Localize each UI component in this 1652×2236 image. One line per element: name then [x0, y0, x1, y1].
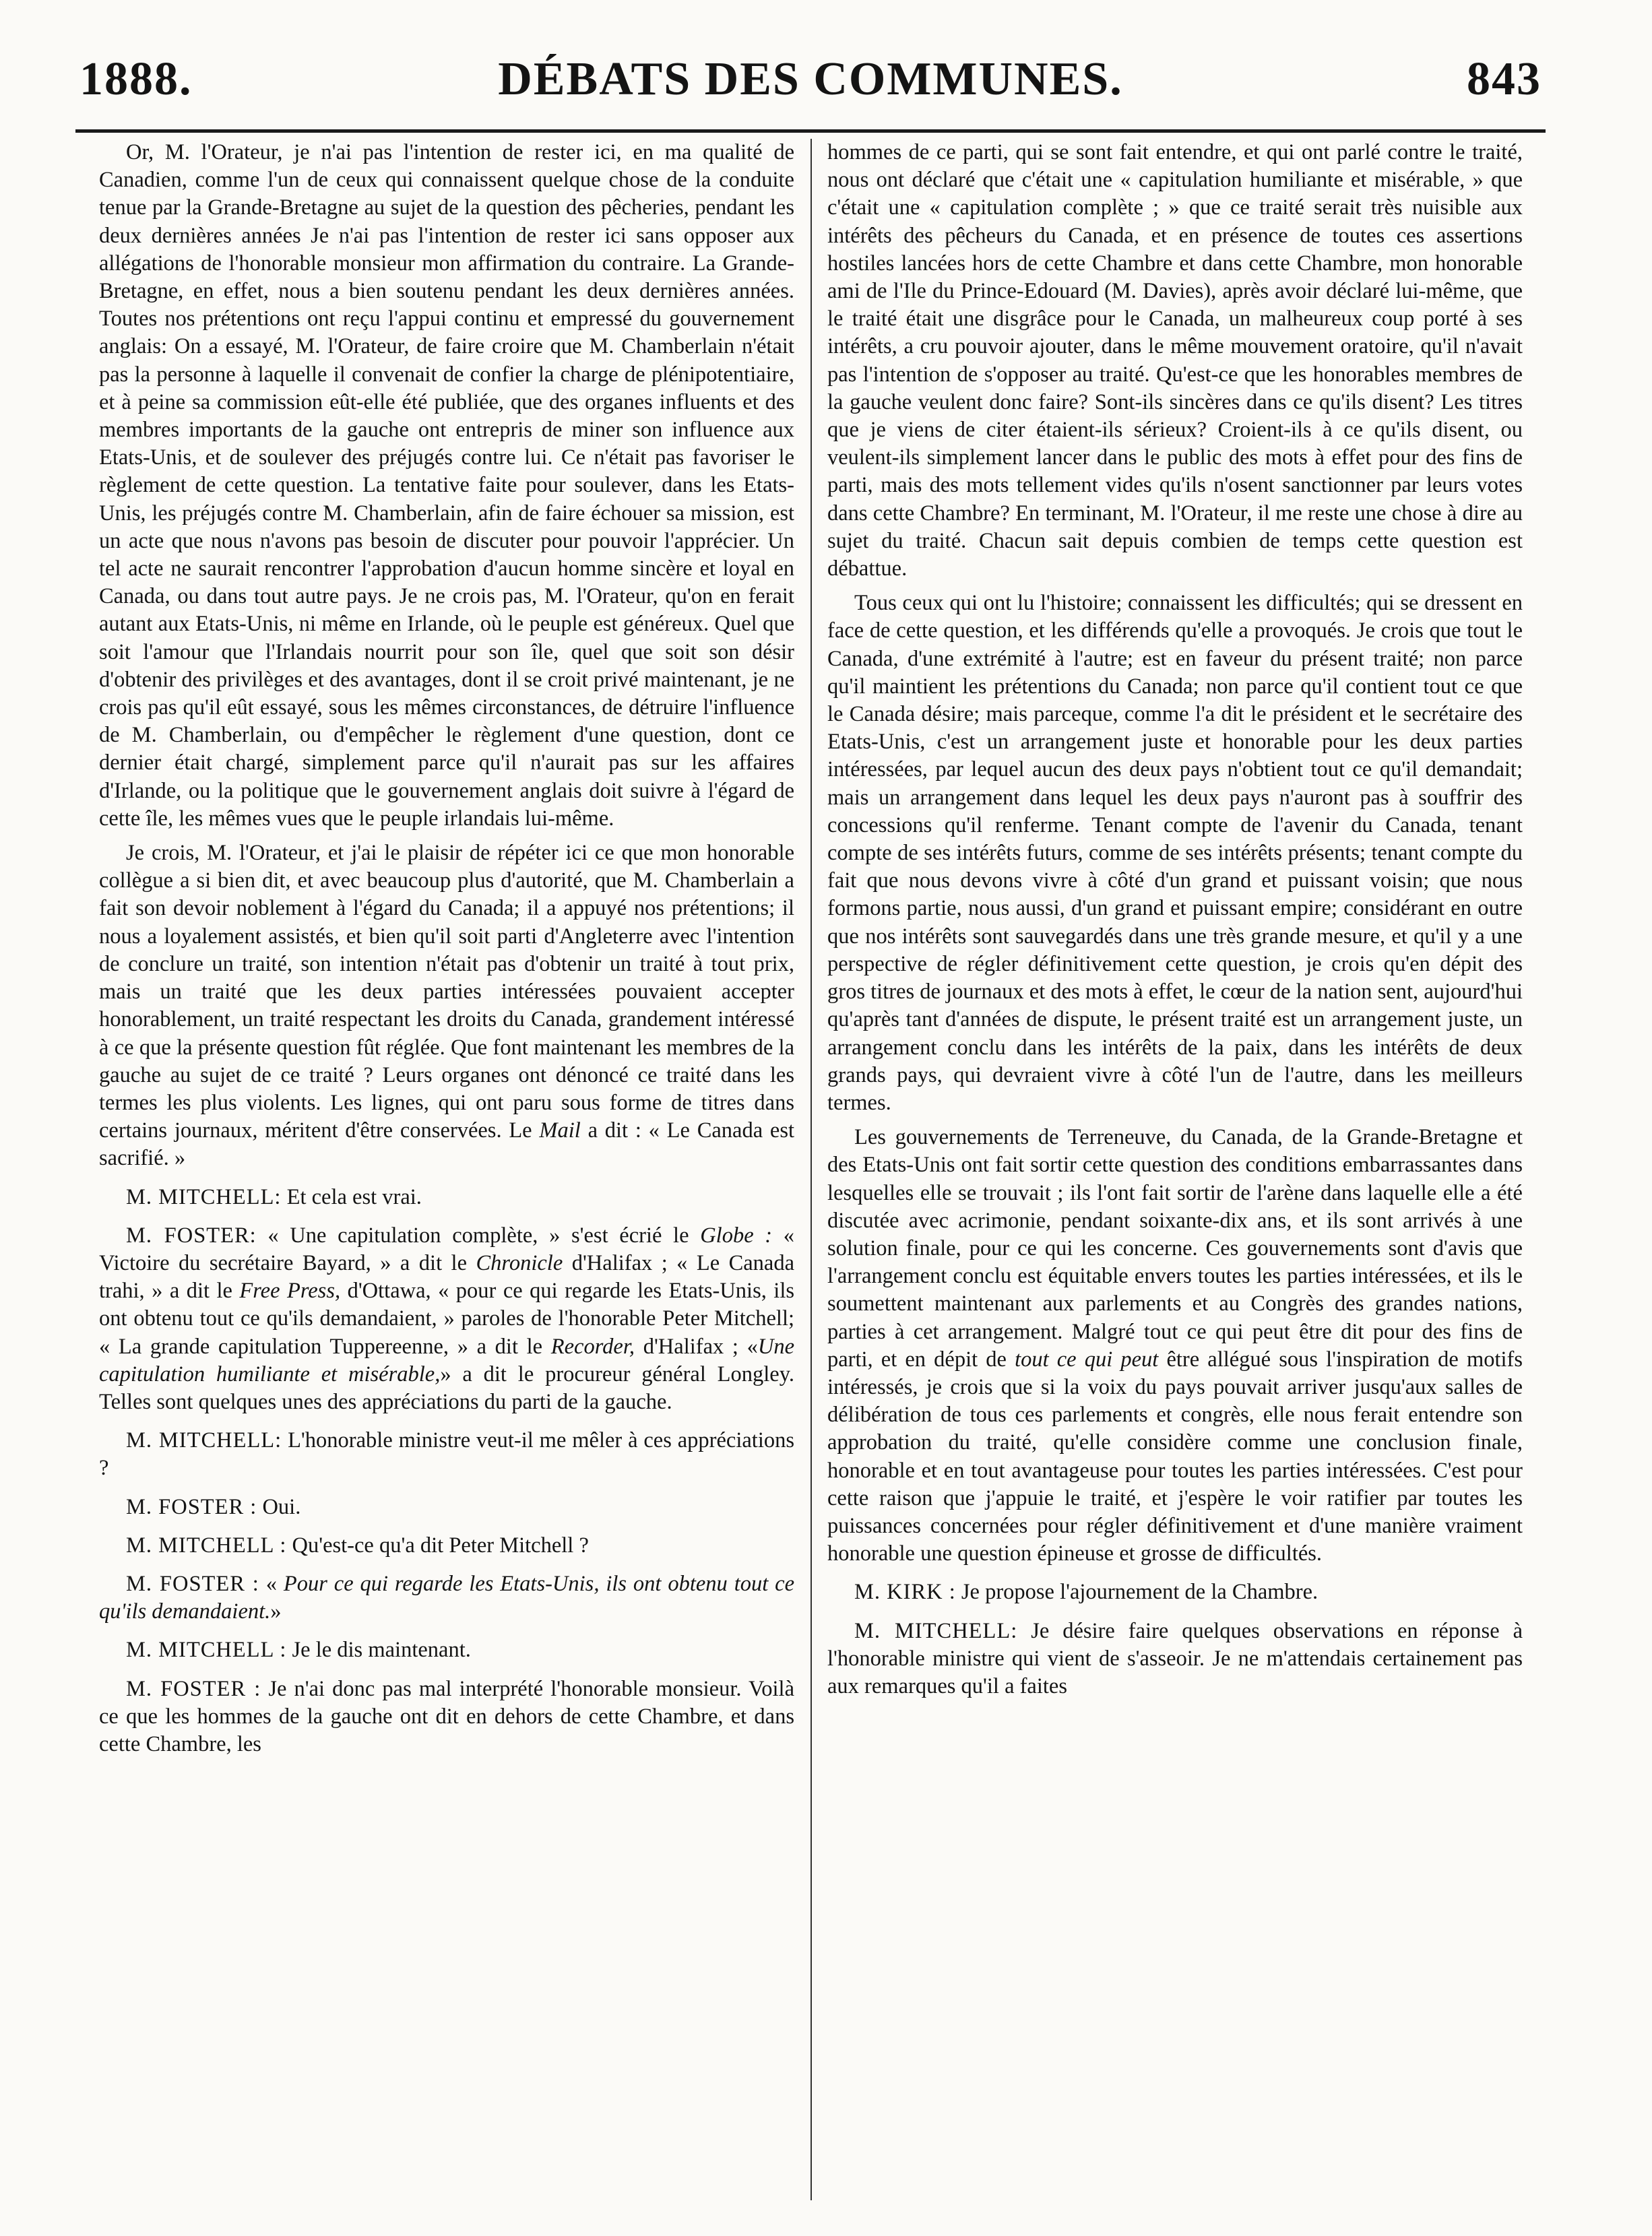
paragraph: Les gouvernements de Terreneuve, du Canada, de la Grande-Bretagne et des Etats-Unis ont fait sortir cette question des conditions embarrassantes dans lesquelles elle se trouvait ; ils l'ont fait sortir de l'arène dans laquelle elle a été discutée avec acrimonie, pendant soixante-dix ans, et ils sont arrivés à une solution finale, pour ce qui les concerne. Ces gouvernements sont d'avis que l'arrangement conclu est équitable envers toutes les parties intéressées, et ils le soumettent maintenant aux parlements et au Congrès des grandes nations, parties à cet arrangement. Malgré tout ce qui peut être dit pour des fins de parti, et en dépit de tout ce qui peut être allégué sous l'inspiration de motifs intéressés, je crois que si la voix du pays pouvait arriver jusqu'aux salles de délibération de tous ces parlements et congrès, elle nous ferait entendre son approbation du traité, qu'elle considère comme une conclusion finale, honorable et en tout avantageuse pour toutes les parties intéressées. C'est pour cette raison que j'appuie le traité, et j'espère le voir ratifier par toutes les puissances concernées pour régler définitivement et d'une manière vraiment honorable une question épineuse et grosse de difficultés.	[827, 1125, 1523, 1566]
newspaper-name: Free Press,	[239, 1279, 341, 1304]
page-header	[80, 53, 1542, 127]
right-column	[827, 139, 1523, 2200]
speaker-name: M. MITCHELL:	[126, 1184, 282, 1209]
newspaper-name: Mail	[539, 1118, 581, 1143]
column-divider	[811, 139, 812, 2200]
speech: M. MITCHELL : Je le dis maintenant.	[126, 1638, 471, 1663]
speech: M. MITCHELL : Qu'est-ce qu'a dit Peter Mitchell ?	[126, 1533, 589, 1558]
speech: M. MITCHELL: Et cela est vrai.	[126, 1184, 422, 1209]
quote: Une capitulation humiliante et misérable,	[99, 1334, 794, 1386]
paragraph: Tous ceux qui ont lu l'histoire; connaissent les difficultés; qui se dressent en face de cette question, et les différends qu'elle a provoqués. Je crois que tout le Canada, d'une extrémité à l'autre; est en faveur du présent traité; non parce qu'il maintient les prétentions du Canada; non parce qu'il contient tout ce que le Canada désire; mais parceque, comme l'a dit le président et le secrétaire des Etats-Unis, c'est un arrangement juste et honorable pour les deux parties intéressées, par lequel aucun des deux pays n'obtient tout ce qu'il demandait; mais un arrangement dans lequel les deux pays n'auront pas à souffrir des concessions qu'il renferme. Tenant compte de l'avenir du Canada, tenant compte de ses intérêts futurs, comme de ses intérêts présents; tenant compte du fait que nous devons vivre à côté d'un grand et puissant voisin; que nous formons partie, nous aussi, d'un grand et puissant empire; considérant en outre que nos intérêts sont sauvegardés dans une très grande mesure, et qu'il y a une perspective de régler définitivement cette question, je crois qu'en dépit des gros titres de journaux et des mots à effet, le cœur de la nation sent, aujourd'hui qu'après tant d'années de dispute, le présent traité est un arrangement juste, un arrangement conclu dans les intérêts de la paix, dans les intérêts de deux grands pays, qui devraient vivre à côté l'un de l'autre, dans les meilleurs termes.	[827, 591, 1523, 1115]
header-rule	[75, 129, 1546, 133]
speech: M. FOSTER : Oui.	[126, 1494, 301, 1519]
speaker-name: M. MITCHELL :	[126, 1533, 287, 1558]
speaker-name: M. MITCHELL:	[126, 1428, 282, 1453]
paragraph: hommes de ce parti, qui se sont fait entendre, et qui ont parlé contre le traité, nous ont déclaré que c'était une « capitulation humiliante et misérable, » que c'était une « capitulation complète ; » que ce traité serait très nuisible aux intérêts des pêcheurs du Canada, et en présence de toutes ces assertions hostiles lancées hors de cette Chambre et dans cette Chambre, mon honorable ami de l'Ile du Prince-Edouard (M. Davies), après avoir déclaré lui-même, que le traité était une disgrâce pour le Canada, un malheureux coup porté à ses intérêts, a cru pouvoir ajouter, dans le même mouvement oratoire, qu'il n'avait pas l'intention de s'opposer au traité. Qu'est-ce que les honorables membres de la gauche veulent donc faire? Sont-ils sincères dans ce qu'ils disent? Les titres que je viens de citer étaient-ils sérieux? Croient-ils à ce qu'ils disent, ou veulent-ils simplement lancer dans le public des mots à effet pour des fins de parti, mais des mots tellement vides qu'ils n'osent sanctionner par leurs votes dans cette Chambre? En terminant, M. l'Orateur, il me reste une chose à dire au sujet du traité. Chacun sait depuis combien de temps cette question est débattue.	[827, 140, 1523, 581]
quote: Pour ce qui regarde les Etats-Unis, ils ont obtenu tout ce qu'ils demandaient.	[99, 1571, 794, 1624]
speaker-name: M. MITCHELL:	[854, 1618, 1018, 1643]
speaker-name: M. MITCHELL :	[126, 1638, 287, 1663]
header-year: 1888.	[80, 53, 193, 105]
speaker-name: M. FOSTER :	[126, 1494, 257, 1519]
header-title: DÉBATS DES COMMUNES.	[498, 53, 1123, 105]
speaker-name: M. FOSTER :	[126, 1676, 261, 1701]
speaker-name: M. FOSTER:	[126, 1223, 257, 1248]
speech: M. FOSTER: « Une capitulation complète, » s'est écrié le Globe : « Victoire du secrétaire Bayard, » a dit le Chronicle d'Halifax ; « Le Canada trahi, » a dit le Free Press, d'Ottawa, « pour ce qui regarde les Etats-Unis, ils ont obtenu tout ce qu'ils demandaient, » paroles de l'honorable Peter Mitchell; « La grande capitulation Tuppereenne, » a dit le Recorder, d'Halifax ; «Une capitulation humiliante et misérable,» a dit le procureur général Longley. Telles sont quelques unes des appréciations du parti de la gauche.	[99, 1223, 794, 1414]
emphasis: tout ce qui peut	[1015, 1347, 1159, 1372]
speaker-name: M. KIRK :	[854, 1580, 956, 1605]
speech: M. KIRK : Je propose l'ajournement de la Chambre.	[854, 1580, 1319, 1605]
left-column	[99, 139, 794, 2200]
paragraph: Or, M. l'Orateur, je n'ai pas l'intention de rester ici, en ma qualité de Canadien, comme l'un de ceux qui connaissent quelque chose de la conduite tenue par la Grande-Bretagne au sujet de la question des pêcheries, pendant les deux dernières années Je n'ai pas l'intention de rester ici sans opposer aux allégations de l'honorable monsieur mon affirmation du contraire. La Grande-Bretagne, en effet, nous a bien soutenu pendant les deux dernières années. Toutes nos prétentions ont reçu l'appui continu et empressé du gouvernement anglais: On a essayé, M. l'Orateur, de faire croire que M. Chamberlain n'était pas la personne à laquelle il convenait de confier la charge de plénipotentiaire, et à peine sa commission eût-elle été publiée, que des organes influents et des membres importants de la gauche ont entrepris de miner son influence aux Etats-Unis, et de soulever des préjugés contre lui. Ce n'était pas favoriser le règlement de cette question. La tentative faite pour soulever, dans les Etats-Unis, les préjugés contre M. Chamberlain, afin de faire échouer sa mission, est un acte que nous n'avons pas besoin de discuter pour pouvoir l'apprécier. Un tel acte ne saurait rencontrer l'approbation d'aucun homme sincère et loyal en Canada, ou dans tout autre pays. Je ne crois pas, M. l'Orateur, qu'on en ferait autant aux Etats-Unis, ni même en Irlande, où le peuple est généreux. Quel que soit l'amour que l'Irlandais nourrit pour son île, quel que soit son désir d'obtenir des privilèges et des avantages, dont il se croit privé maintenant, je ne crois pas qu'il eût essayé, sous les mêmes circonstances, de détruire l'influence de M. Chamberlain, ou d'empêcher le règlement d'une question, dont ce dernier était chargé, simplement parce qu'il n'aurait pas sur les affaires d'Irlande, ou la politique que le gouvernement anglais doit suivre à l'égard de cette île, les mêmes vues que le peuple irlandais lui-même.	[99, 140, 794, 831]
paragraph: Je crois, M. l'Orateur, et j'ai le plaisir de répéter ici ce que mon honorable collègue a si bien dit, et avec beaucoup plus d'autorité, que M. Chamberlain a fait son devoir noblement à l'égard du Canada; il a appuyé nos prétentions; il nous a loyalement assistés, et bien qu'il soit parti d'Angleterre avec l'intention de conclure un traité, son intention n'était pas d'obtenir un traité à tout prix, mais un traité que les deux parties intéressées pouvaient accepter honorablement, un traité respectant les droits du Canada, grandement intéressé à ce que la présente question fût réglée. Que font maintenant les membres de la gauche au sujet de ce traité ? Leurs organes ont dénoncé ce traité dans les termes les plus violents. Les lignes, qui ont paru sous forme de titres dans certains journaux, méritent d'être conservées. Le Mail a dit : « Le Canada est sacrifié. »	[99, 841, 794, 1171]
speech: M. MITCHELL: L'honorable ministre veut-il me mêler à ces appréciations ?	[99, 1428, 794, 1481]
newspaper-name: Globe :	[700, 1223, 773, 1248]
header-page-number: 843	[1467, 53, 1542, 105]
speech: M. FOSTER : « Pour ce qui regarde les Etats-Unis, ils ont obtenu tout ce qu'ils demandaient.»	[99, 1571, 794, 1624]
speech: M. FOSTER : Je n'ai donc pas mal interprété l'honorable monsieur. Voilà ce que les hommes de la gauche ont dit en dehors de cette Chambre, et dans cette Chambre, les	[99, 1676, 794, 1756]
newspaper-name: Recorder,	[550, 1334, 635, 1359]
newspaper-name: Chronicle	[476, 1250, 563, 1275]
speaker-name: M. FOSTER :	[126, 1571, 259, 1596]
speech: M. MITCHELL: Je désire faire quelques observations en réponse à l'honorable ministre qui vient de s'asseoir. Je ne m'attendais certainement pas aux remarques qu'il a faites	[827, 1618, 1523, 1698]
